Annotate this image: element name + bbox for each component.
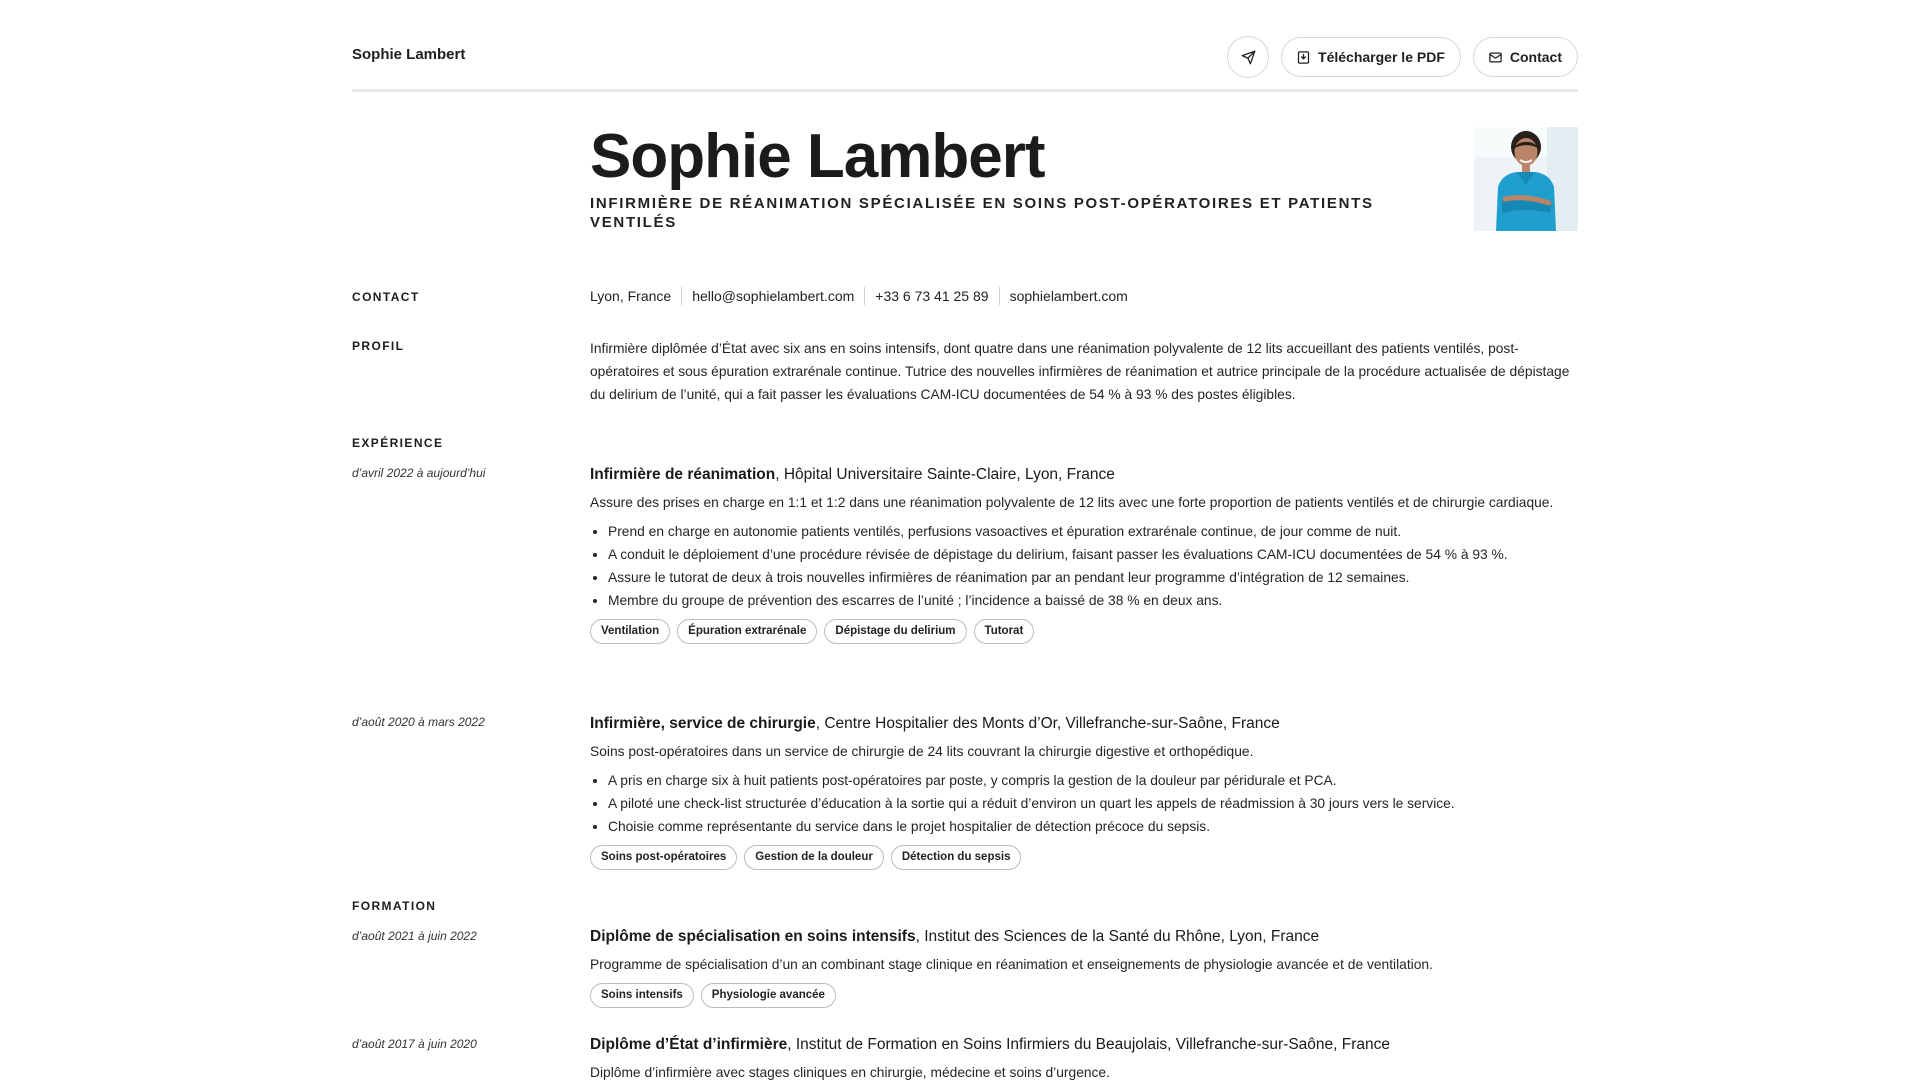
achievement-item: • Assure le tutorat de deux à trois nouvelles infirmières de réanimation par an pendant leur programme d’intégration de 12 semaines. — [608, 566, 1575, 589]
send-icon — [1241, 50, 1256, 65]
skill-tag: Gestion de la douleur — [744, 845, 884, 870]
skill-tags — [590, 983, 1580, 1008]
experience-description: Soins post-opératoires dans un service de chirurgie de 24 lits couvrant la chirurgie digestive et orthopédique. — [590, 744, 1254, 759]
experience-achievements — [590, 769, 1575, 838]
contact-phone[interactable]: +33 6 73 41 25 89 — [864, 287, 998, 305]
education-date: d’août 2021 à juin 2022 — [352, 929, 477, 943]
contact-website[interactable]: sophielambert.com — [999, 287, 1138, 305]
education-date: d’août 2017 à juin 2020 — [352, 1037, 477, 1051]
contact-location: Lyon, France — [590, 288, 672, 304]
section-label-experience: EXPÉRIENCE — [352, 436, 444, 450]
experience-entry — [590, 465, 1580, 644]
skill-tags — [590, 619, 1580, 644]
skill-tag: Tutorat — [974, 619, 1035, 644]
contact-email[interactable]: hello@sophielambert.com — [681, 287, 864, 305]
profile-photo — [1474, 127, 1578, 231]
education-organization: , Institut des Sciences de la Santé du Rhône, Lyon, France — [915, 928, 1320, 945]
education-description: Programme de spécialisation d’un an combinant stage clinique en réanimation et enseignements de physiologie avancée et de ventilation. — [590, 957, 1433, 972]
skill-tag: Épuration extrarénale — [677, 619, 817, 644]
profile-summary: Infirmière diplômée d’État avec six ans en soins intensifs, dont quatre dans une réanimation polyvalente de 12 lits accueillant des patients ventilés, post-opératoires et sous épuration extrarénale continue. Tutrice des nouvelles infirmières de réanimation et autrice principale de la procédure actualisée de dépistage du delirium de l’unité, qui a fait passer les évaluations CAM-ICU documentées de 54 % à 93 % des postes éligibles. — [590, 341, 1570, 402]
download-pdf-button[interactable] — [1281, 37, 1461, 77]
brand-name[interactable]: Sophie Lambert — [352, 46, 466, 63]
education-degree: Diplôme de spécialisation en soins intensifs — [590, 928, 916, 945]
experience-heading — [590, 465, 1580, 485]
experience-role: Infirmière de réanimation — [590, 466, 776, 483]
experience-entry — [590, 714, 1580, 870]
header-actions — [1227, 36, 1578, 78]
achievement-item: • Membre du groupe de prévention des escarres de l’unité ; l’incidence a baissé de 38 % en deux ans. — [608, 589, 1575, 612]
education-degree: Diplôme d’État d’infirmière — [590, 1036, 788, 1053]
job-title: INFIRMIÈRE DE RÉANIMATION SPÉCIALISÉE EN SOINS POST-OPÉRATOIRES ET PATIENTS VENTILÉS — [590, 195, 1374, 231]
skill-tag: Ventilation — [590, 619, 670, 644]
file-download-icon — [1296, 50, 1311, 65]
skill-tag: Détection du sepsis — [891, 845, 1022, 870]
experience-organization: , Centre Hospitalier des Monts d’Or, Villefranche-sur-Saône, France — [815, 715, 1280, 732]
education-entry — [590, 1035, 1580, 1080]
achievement-item: • A pris en charge six à huit patients post-opératoires par poste, y compris la gestion de la douleur par péridurale et PCA. — [608, 769, 1575, 792]
achievement-item: • Choisie comme représentante du service dans le projet hospitalier de détection précoce du sepsis. — [608, 815, 1575, 838]
achievement-item: • A conduit le déploiement d’une procédure révisée de dépistage du delirium, faisant passer les évaluations CAM-ICU documentées de 54 % à 93 %. — [608, 543, 1575, 566]
education-heading — [590, 1035, 1580, 1055]
skill-tag: Physiologie avancée — [701, 983, 836, 1008]
experience-date: d’avril 2022 à aujourd’hui — [352, 466, 486, 480]
top-bar — [352, 0, 1578, 92]
contact-button[interactable] — [1473, 37, 1578, 77]
download-pdf-label: Télécharger le PDF — [1318, 49, 1445, 65]
skill-tag: Soins intensifs — [590, 983, 694, 1008]
experience-description: Assure des prises en charge en 1:1 et 1:2 dans une réanimation polyvalente de 12 lits avec une forte proportion de patients ventilés et de chirurgie cardiaque. — [590, 495, 1554, 510]
education-organization: , Institut de Formation en Soins Infirmiers du Beaujolais, Villefranche-sur-Saône, France — [787, 1036, 1391, 1053]
contact-label: Contact — [1509, 49, 1562, 65]
experience-achievements — [590, 520, 1575, 612]
page-title: Sophie Lambert — [590, 122, 1045, 191]
skill-tag: Dépistage du delirium — [824, 619, 966, 644]
section-label-profile: PROFIL — [352, 339, 405, 353]
skill-tag: Soins post-opératoires — [590, 845, 737, 870]
education-description: Diplôme d’infirmière avec stages cliniques en chirurgie, médecine et soins d’urgence. — [590, 1065, 1110, 1080]
education-entry — [590, 927, 1580, 1008]
achievement-item: • A piloté une check-list structurée d’éducation à la sortie qui a réduit d’environ un quart les appels de réadmission à 30 jours vers le service. — [608, 792, 1575, 815]
experience-heading — [590, 714, 1580, 734]
experience-date: d’août 2020 à mars 2022 — [352, 715, 485, 729]
experience-role: Infirmière, service de chirurgie — [590, 715, 816, 732]
share-button[interactable] — [1227, 36, 1269, 78]
mail-icon — [1488, 50, 1503, 65]
section-label-education: FORMATION — [352, 899, 437, 913]
achievement-item: • Prend en charge en autonomie patients ventilés, perfusions vasoactives et épuration extrarénale continue, de jour comme de nuit. — [608, 520, 1575, 543]
skill-tags — [590, 845, 1580, 870]
contact-info — [590, 287, 1138, 305]
education-heading — [590, 927, 1580, 947]
section-label-contact: CONTACT — [352, 290, 420, 304]
experience-organization: , Hôpital Universitaire Sainte-Claire, Lyon, France — [775, 466, 1115, 483]
